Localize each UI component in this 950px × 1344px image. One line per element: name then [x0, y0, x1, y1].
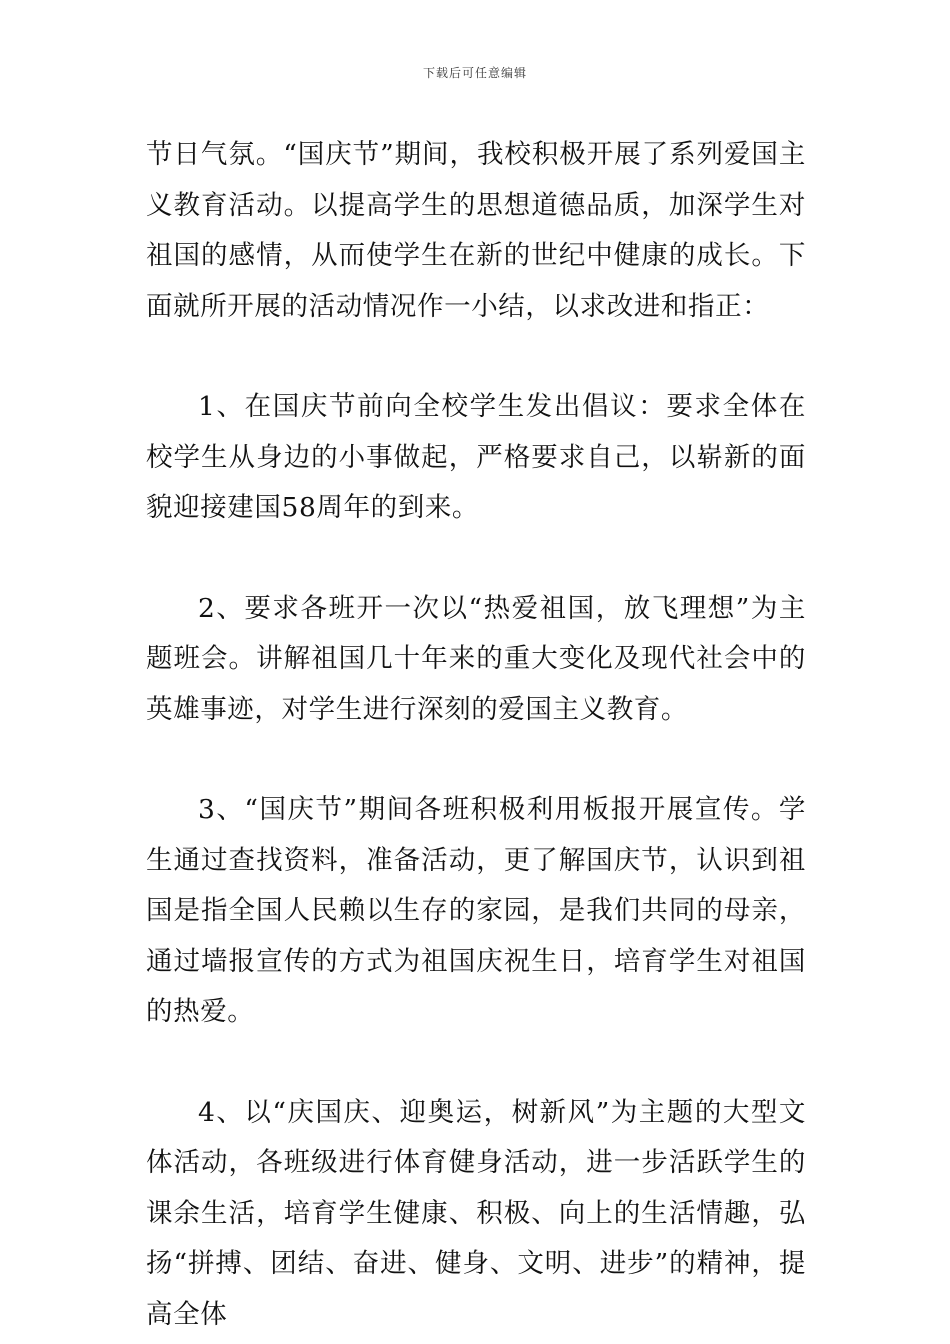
- paragraph-item-4: 4、以“庆国庆、迎奥运，树新风”为主题的大型文体活动，各班级进行体育健身活动，进一步活跃学生的课余生活，培育学生健康、积极、向上的生活情趣，弘扬“拼搏、团结、奋进、健身、文明、进步”的精神，提高全体: [146, 1096, 806, 1330]
- paragraph-intro: 节日气氛。“国庆节”期间，我校积极开展了系列爱国主义教育活动。以提高学生的思想道德品质，加深学生对祖国的感情，从而使学生在新的世纪中健康的成长。下面就所开展的活动情况作一小结，以求改进和指正：: [146, 139, 806, 322]
- paragraph-item-2: 2、要求各班开一次以“热爱祖国，放飞理想”为主题班会。讲解祖国几十年来的重大变化及现代社会中的英雄事迹，对学生进行深刻的爱国主义教育。: [146, 592, 806, 725]
- document-body: [146, 130, 806, 1340]
- paragraph-item-1: 1、在国庆节前向全校学生发出倡议：要求全体在校学生从身边的小事做起，严格要求自己，以崭新的面貌迎接建国58周年的到来。: [146, 391, 806, 523]
- paragraph-item-3: 3、“国庆节”期间各班积极利用板报开展宣传。学生通过查找资料，准备活动，更了解国庆节，认识到祖国是指全国人民赖以生存的家园，是我们共同的母亲，通过墙报宣传的方式为祖国庆祝生日，培育学生对祖国的热爱。: [146, 794, 806, 1027]
- header-note: 下载后可任意编辑: [422, 66, 527, 80]
